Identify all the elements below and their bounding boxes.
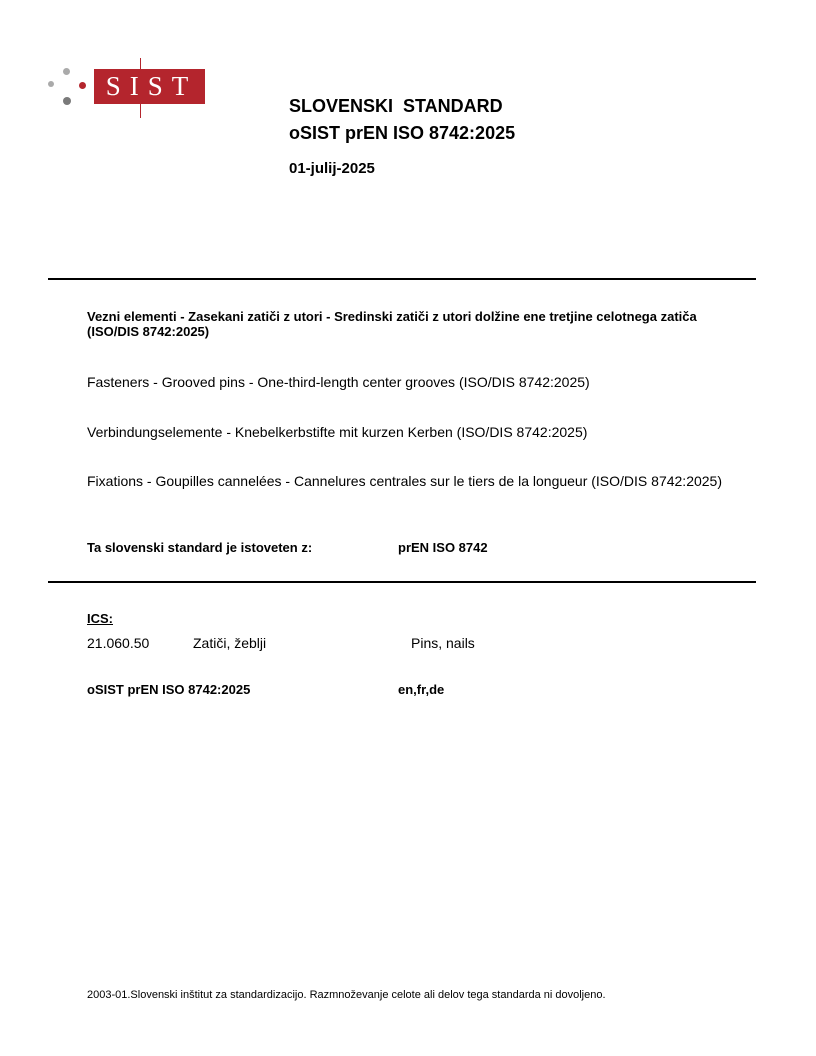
standard-header xyxy=(289,93,515,147)
identical-value: prEN ISO 8742 xyxy=(398,540,488,555)
identical-label: Ta slovenski standard je istoveten z: xyxy=(87,540,313,555)
top-rule xyxy=(48,278,756,280)
standard-date: 01-julij-2025 xyxy=(289,160,375,177)
title-english: Fasteners - Grooved pins - One-third-length center grooves (ISO/DIS 8742:2025) xyxy=(87,374,590,390)
standard-type: SLOVENSKI STANDARD xyxy=(289,96,503,116)
ics-label: ICS: xyxy=(87,611,113,626)
ics-description-en: Pins, nails xyxy=(411,635,475,651)
sist-logo: SIST xyxy=(94,69,205,104)
logo-dot-grey-left xyxy=(48,81,54,87)
ics-code: 21.060.50 xyxy=(87,635,150,651)
standard-designation: oSIST prEN ISO 8742:2025 xyxy=(289,123,516,143)
ics-description-sl: Zatiči, žeblji xyxy=(193,635,267,651)
bottom-rule xyxy=(48,581,756,583)
logo-dot-grey-bottom xyxy=(63,97,71,105)
logo-dot-grey-top xyxy=(63,68,70,75)
copyright-footer: 2003-01.Slovenski inštitut za standardizacijo. Razmnoževanje celote ali delov tega standarda ni dovoljeno. xyxy=(87,989,606,1001)
logo-dot-red xyxy=(79,82,86,89)
logo-dots xyxy=(48,66,88,110)
title-german: Verbindungselemente - Knebelkerbstifte mit kurzen Kerben (ISO/DIS 8742:2025) xyxy=(87,424,588,440)
standard-code: oSIST prEN ISO 8742:2025 xyxy=(87,682,251,697)
title-french: Fixations - Goupilles cannelées - Cannelures centrales sur le tiers de la longueur (ISO/DIS 8742:2025) xyxy=(87,473,722,489)
title-slovenian: Vezni elementi - Zasekani zatiči z utori - Sredinski zatiči z utori dolžine ene tretjine celotnega zatiča (ISO/DIS 8742:2025) xyxy=(87,309,697,339)
standard-languages: en,fr,de xyxy=(398,682,445,697)
